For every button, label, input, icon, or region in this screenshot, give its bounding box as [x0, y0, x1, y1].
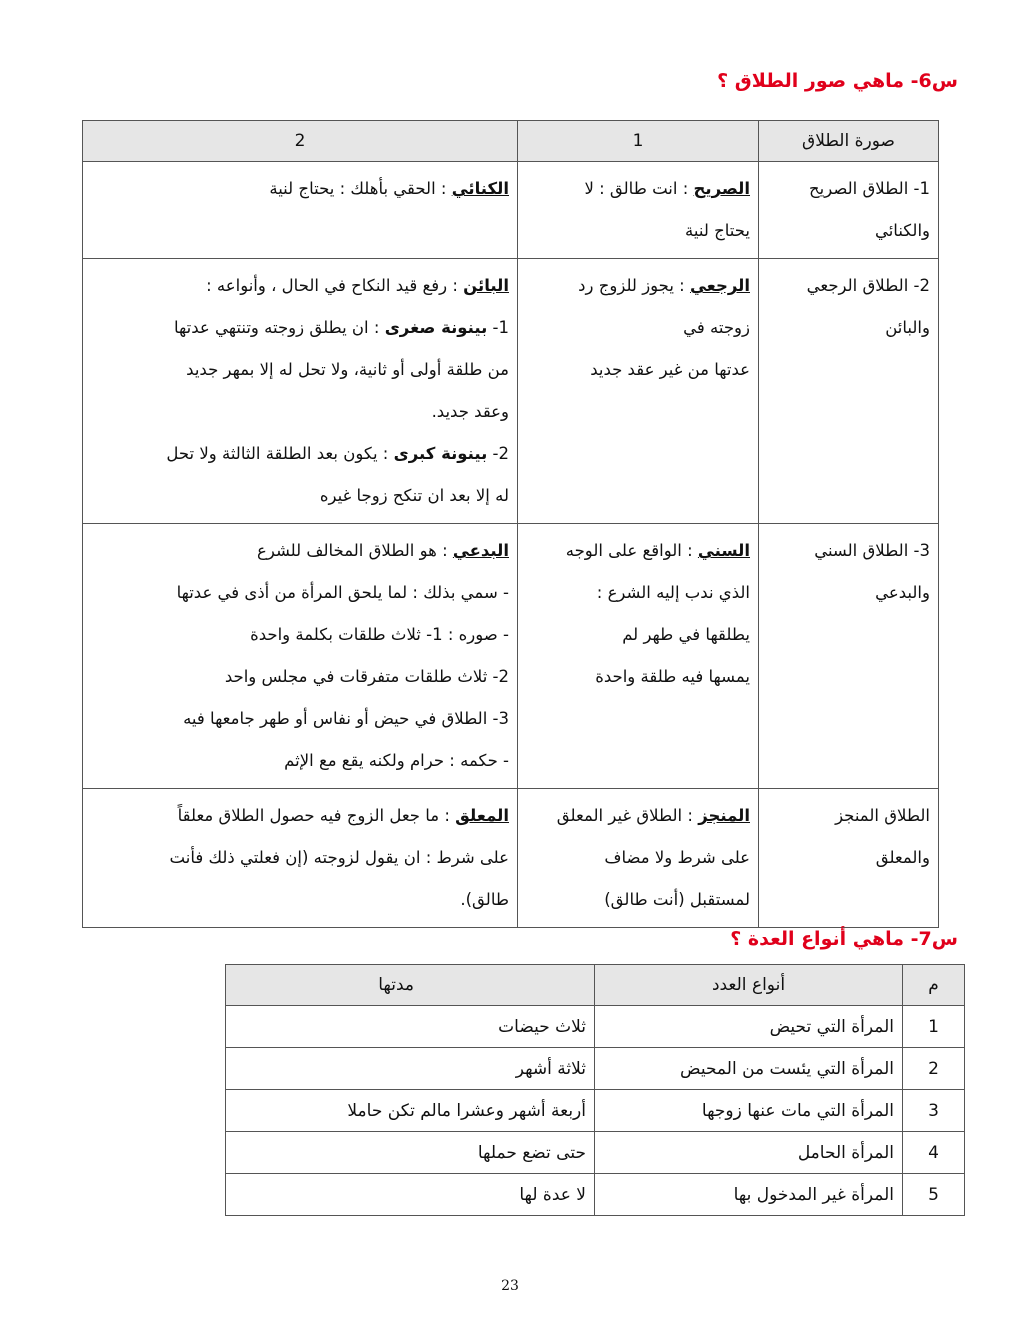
col1-cell	[518, 524, 759, 789]
col1-cell	[518, 162, 759, 259]
header-duration: مدتها	[226, 965, 595, 1006]
table-row	[226, 1132, 965, 1174]
def-line: - سمي بذلك : لما يلحق المرأة من أذى في عدتها	[176, 583, 509, 602]
header-iddah-type: أنواع العدد	[595, 965, 903, 1006]
table-row	[226, 1090, 965, 1132]
def-line: على شرط ولا مضاف	[604, 848, 750, 867]
def-line: يحتاج لنية	[685, 221, 750, 240]
def-line: طالق).	[460, 890, 509, 909]
page-number: 23	[501, 1278, 519, 1294]
question-6-title: س6- ماهي صور الطلاق ؟	[717, 70, 958, 92]
term-keyword: البدعي	[452, 541, 509, 560]
duration-cell: أربعة أشهر وعشرا مالم تكن حاملا	[226, 1090, 595, 1132]
divorce-type-cell	[759, 259, 939, 524]
def-text: : ما جعل الزوج فيه حصول الطلاق معلقاً	[177, 806, 456, 825]
duration-cell: ثلاث حيضات	[226, 1006, 595, 1048]
header-col-1: 1	[518, 121, 759, 162]
term-keyword: المعلق	[455, 806, 509, 825]
def-line: 3- الطلاق في حيض أو نفاس أو طهر جامعها فيه	[183, 709, 509, 728]
item-number: 2-	[487, 444, 509, 463]
def-text: : الطلاق غير المعلق	[556, 806, 699, 825]
iddah-type-cell: المرأة التي تحيض	[595, 1006, 903, 1048]
iddah-type-cell: المرأة التي يئست من المحيض	[595, 1048, 903, 1090]
duration-cell: لا عدة لها	[226, 1174, 595, 1216]
def-line: لمستقبل (أنت طالق)	[604, 890, 750, 909]
def-line: يطلقها في طهر لم	[622, 625, 750, 644]
row-index: 3	[903, 1090, 965, 1132]
col2-cell	[83, 789, 518, 928]
def-text: : الحقي بأهلك : يحتاج لنية	[269, 179, 452, 198]
divorce-type-cell	[759, 789, 939, 928]
def-line: وعقد جديد.	[431, 402, 509, 421]
term-keyword: السني	[697, 541, 750, 560]
def-line: - صوره : 1- ثلاث طلقات بكلمة واحدة	[250, 625, 509, 644]
table-row	[226, 1006, 965, 1048]
iddah-type-cell: المرأة الحامل	[595, 1132, 903, 1174]
duration-cell: ثلاثة أشهر	[226, 1048, 595, 1090]
col1-cell	[518, 789, 759, 928]
def-text: : ان يطلق زوجته وتنتهي عدتها	[174, 318, 385, 337]
iddah-type-cell: المرأة غير المدخول بها	[595, 1174, 903, 1216]
sub-term: بينونة صغرى	[384, 318, 488, 337]
table-row	[226, 1174, 965, 1216]
term-keyword: الرجعي	[689, 276, 750, 295]
iddah-type-cell: المرأة التي مات عنها زوجها	[595, 1090, 903, 1132]
def-text: : هو الطلاق المخالف للشرع	[257, 541, 453, 560]
sub-term: بينونة كبرى	[393, 444, 488, 463]
divorce-type-cell	[759, 162, 939, 259]
type-line: والمعلق	[875, 848, 930, 867]
term-keyword: الصريح	[693, 179, 750, 198]
question-7-title: س7- ماهي أنواع العدة ؟	[730, 928, 958, 950]
def-text: : انت طالق : لا	[584, 179, 694, 198]
def-line: زوجته في	[683, 318, 750, 337]
table-header-row	[83, 121, 939, 162]
col2-cell	[83, 162, 518, 259]
table-header-row	[226, 965, 965, 1006]
def-line: 2- ثلاث طلقات متفرقات في مجلس واحد	[224, 667, 509, 686]
table-row	[83, 789, 939, 928]
def-line: يمسها فيه طلقة واحدة	[595, 667, 750, 686]
def-text: : رفع قيد النكاح في الحال ، وأنواعه :	[206, 276, 464, 295]
item-number: 1-	[487, 318, 509, 337]
type-line: 2- الطلاق الرجعي	[806, 276, 930, 295]
row-index: 1	[903, 1006, 965, 1048]
type-line: والبدعي	[875, 583, 930, 602]
type-line: الطلاق المنجز	[835, 806, 930, 825]
def-line: من طلقة أولى أو ثانية، ولا تحل له إلا بمهر جديد	[186, 360, 509, 379]
term-keyword: البائن	[463, 276, 509, 295]
row-index: 5	[903, 1174, 965, 1216]
def-line: عدتها من غير عقد جديد	[590, 360, 750, 379]
iddah-types-table	[225, 964, 965, 1216]
type-line: والكنائي	[874, 221, 930, 240]
col1-cell	[518, 259, 759, 524]
def-text: : يجوز للزوج رد	[578, 276, 690, 295]
term-keyword: الكنائي	[451, 179, 509, 198]
header-col-2: 2	[83, 121, 518, 162]
table-row	[83, 259, 939, 524]
table-row	[83, 524, 939, 789]
def-line: له إلا بعد ان تنكح زوجا غيره	[319, 486, 509, 505]
type-line: والبائن	[885, 318, 930, 337]
def-line: على شرط : ان يقول لزوجته (إن فعلتي ذلك فأنت	[169, 848, 509, 867]
def-text: : يكون بعد الطلقة الثالثة ولا تحل	[166, 444, 394, 463]
type-line: 3- الطلاق السني	[814, 541, 930, 560]
header-divorce-form: صورة الطلاق	[759, 121, 939, 162]
duration-cell: حتى تضع حملها	[226, 1132, 595, 1174]
def-text: : الواقع على الوجه	[565, 541, 698, 560]
def-line: - حكمه : حرام ولكنه يقع مع الإثم	[284, 751, 509, 770]
divorce-type-cell	[759, 524, 939, 789]
row-index: 4	[903, 1132, 965, 1174]
table-row	[226, 1048, 965, 1090]
divorce-forms-table	[82, 120, 939, 928]
header-index: م	[903, 965, 965, 1006]
row-index: 2	[903, 1048, 965, 1090]
term-keyword: المنجز	[698, 806, 750, 825]
def-line: الذي ندب إليه الشرع :	[596, 583, 750, 602]
type-line: 1- الطلاق الصريح	[808, 179, 930, 198]
table-row	[83, 162, 939, 259]
col2-cell	[83, 524, 518, 789]
col2-cell	[83, 259, 518, 524]
